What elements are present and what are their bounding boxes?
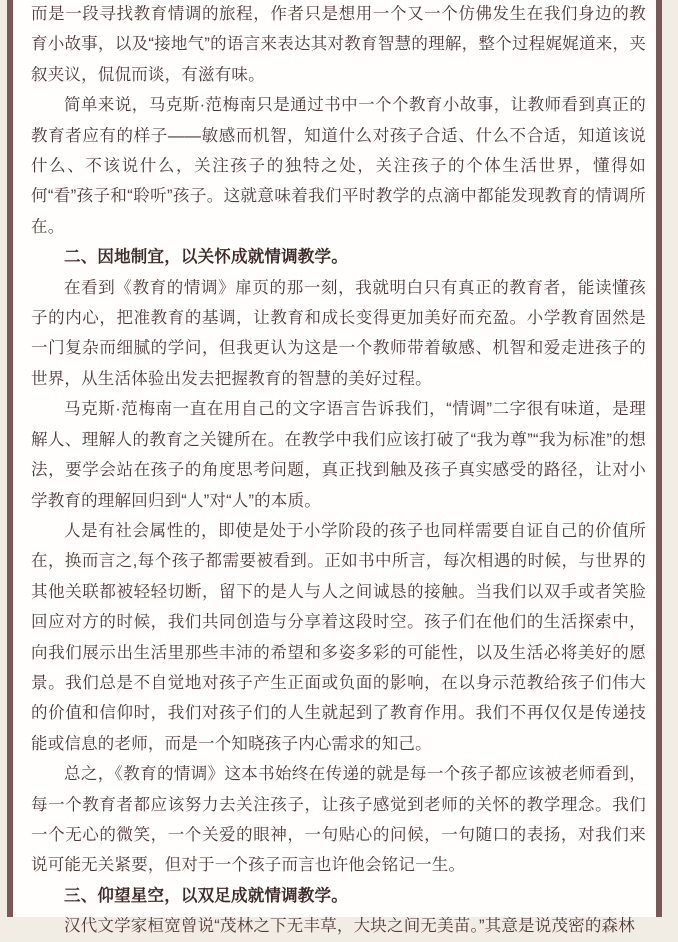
page-margin-left bbox=[0, 0, 7, 917]
section-heading: 二、因地制宜，以关怀成就情调教学。 bbox=[64, 248, 348, 267]
paragraph: 简单来说，马克斯·范梅南只是通过书中一个个教育小故事，让教师看到真正的教育者应有的样子——敏感而机智，知道什么对孩子合适、什么不合适，知道该说什么、不该说什么，关注孩子的独特之处，关注孩子的个体生活世界，懂得如何“看”孩子和“聆听”孩子。这就意味着我们平时教学的点滴中都能发现教育的情调所在。 bbox=[31, 96, 646, 236]
paragraph: 在看到《教育的情调》扉页的那一刻，我就明白只有真正的教育者，能读懂孩子的内心，把准教育的基调，让教育和成长变得更加美好而充盈。小学教育固然是一门复杂而细腻的学问，但我更认为这是一个教师带着敏感、机智和爱走进孩子的世界，从生活体验出发去把握教育的智慧的美好过程。 bbox=[31, 278, 646, 388]
page-margin-right bbox=[662, 0, 678, 917]
paragraph: 汉代文学家桓宽曾说“茂林之下无丰草，大块之间无美苗。”其意是说茂密的森林 bbox=[64, 917, 635, 936]
paragraph: 而是一段寻找教育情调的旅程，作者只是想用一个又一个仿佛发生在我们身边的教育小故事，以及“接地气”的语言来表达其对教育智慧的理解，整个过程娓娓道来，夹叙夹议，侃侃而谈，有滋有味。 bbox=[31, 5, 646, 84]
paragraph: 人是有社会属性的，即使是处于小学阶段的孩子也同样需要自证自己的价值所在，换而言之,每个孩子都需要被看到。正如书中所言，每次相遇的时候，与世界的其他关联都被轻轻切断，留下的是人与人之间诚恳的接触。当我们以双手或者笑脸回应对方的时候，我们共同创造与分享着这段时空。孩子们在他们的生活探索中，向我们展示出生活里那些丰沛的希望和多姿多彩的可能性，以及生活必将美好的愿景。我们总是不自觉地对孩子产生正面或负面的影响，在以身示范教给孩子们伟大的价值和信仰时，我们对孩子们的人生就起到了教育作用。我们不再仅仅是传递技能或信息的老师，而是一个知晓孩子内心需求的知己。 bbox=[31, 521, 646, 753]
document-page bbox=[7, 0, 662, 936]
paragraph: 总之，《教育的情调》这本书始终在传递的就是每一个孩子都应该被老师看到，每一个教育者都应该努力去关注孩子，让孩子感觉到老师的关怀的教学理念。我们一个无心的微笑，一个关爱的眼神，一句贴心的问候，一句随口的表扬，对我们来说可能无关紧要，但对于一个孩子而言也许他会铭记一生。 bbox=[31, 765, 646, 875]
document-content bbox=[13, 0, 656, 942]
paragraph: 马克斯·范梅南一直在用自己的文字语言告诉我们，“情调”二字很有味道，是理解人、理解人的教育之关键所在。在教学中我们应该打破了“我为尊”“我为标准”的想法，要学会站在孩子的角度思考问题，真正找到触及孩子真实感受的路径，让对小学教育的理解回归到“人”对“人”的本质。 bbox=[31, 400, 646, 510]
section-heading: 三、仰望星空，以双足成就情调教学。 bbox=[64, 886, 348, 905]
